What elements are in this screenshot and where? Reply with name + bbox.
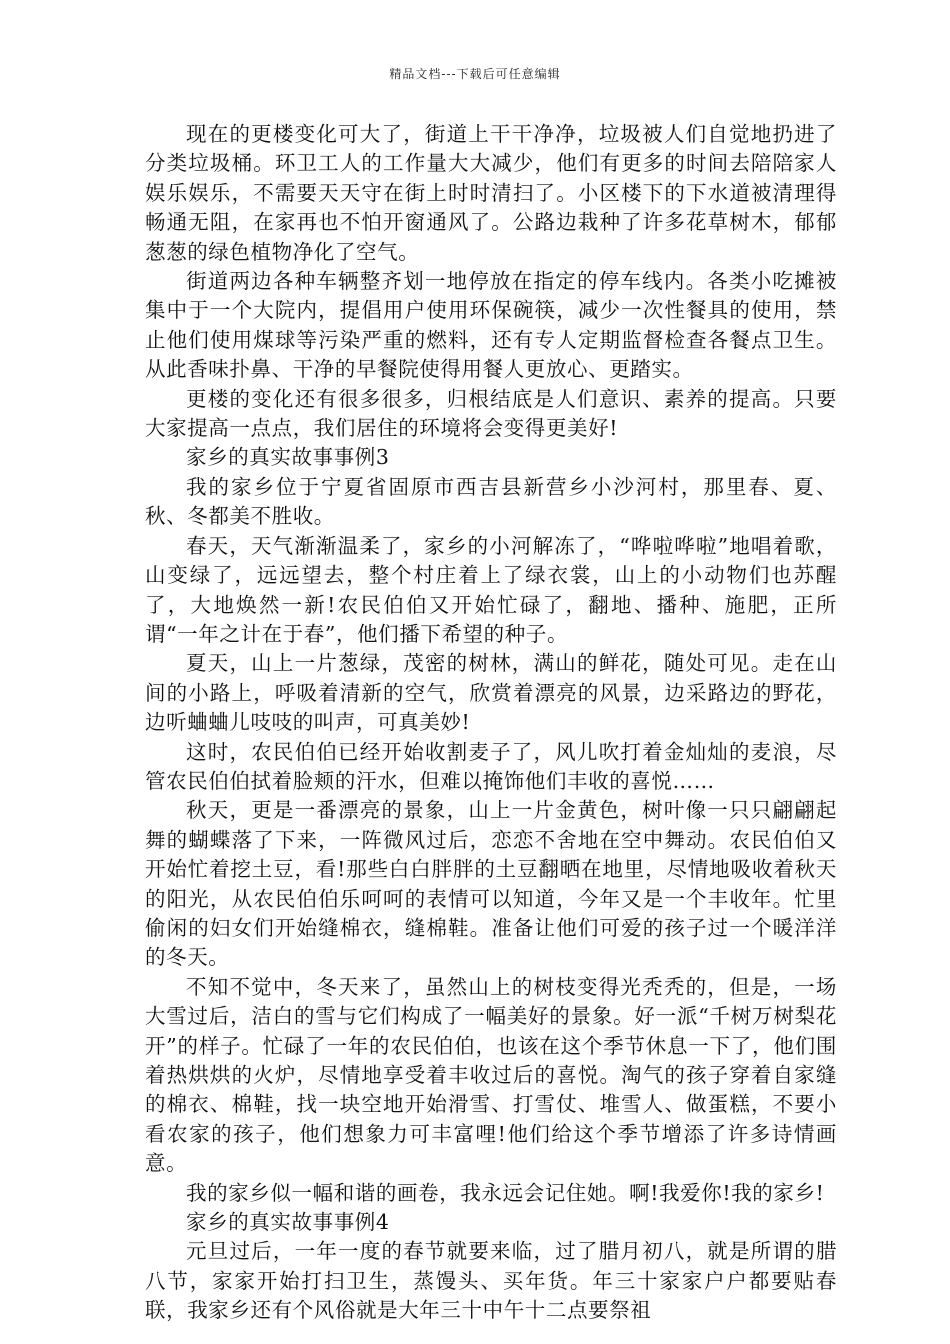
paragraph: 街道两边各种车辆整齐划一地停放在指定的停车线内。各类小吃摊被集中于一个大院内，提倡用户使用环保碗筷，减少一次性餐具的使用，禁止他们使用煤球等污染严重的燃料，还有专人定期监督检查各餐点卫生。从此香味扑鼻、干净的早餐院使得用餐人更放心、更踏实。 — [145, 269, 837, 382]
paragraph: 秋天，更是一番漂亮的景象，山上一片金黄色，树叶像一只只翩翩起舞的蝴蝶落了下来，一阵微风过后，恋恋不舍地在空中舞动。农民伯伯又开始忙着挖土豆，看!那些白白胖胖的土豆翻晒在地里，尽情地吸收着秋天的阳光，从农民伯伯乐呵呵的表情可以知道，今年又是一个丰收年。忙里偷闲的妇女们开始缝棉衣，缝棉鞋。准备让他们可爱的孩子过一个暖洋洋的冬天。 — [145, 798, 837, 970]
paragraph: 夏天，山上一片葱绿，茂密的树林，满山的鲜花，随处可见。走在山间的小路上，呼吸着清新的空气，欣赏着漂亮的风景，边采路边的野花，边听蛐蛐儿吱吱的叫声，可真美妙! — [145, 651, 837, 735]
paragraph: 这时，农民伯伯已经开始收割麦子了，风儿吹打着金灿灿的麦浪，尽管农民伯伯拭着脸颊的汗水，但难以掩饰他们丰收的喜悦…… — [145, 739, 837, 793]
paragraph: 更楼的变化还有很多很多，归根结底是人们意识、素养的提高。只要大家提高一点点，我们居住的环境将会变得更美好! — [145, 386, 837, 441]
section-heading: 家乡的真实故事事例3 — [186, 445, 390, 470]
paragraph: 我的家乡似一幅和谐的画卷，我永远会记住她。啊!我爱你!我的家乡! — [186, 1180, 825, 1205]
page-header: 精品文档---下载后可任意编辑 — [389, 67, 561, 81]
paragraph: 不知不觉中，冬天来了，虽然山上的树枝变得光秃秃的，但是，一场大雪过后，洁白的雪与它们构成了一幅美好的景象。好一派“千树万树梨花开”的样子。忙碌了一年的农民伯伯，也该在这个季节休息一下了，他们围着热烘烘的火炉，尽情地享受着丰收过后的喜悦。淘气的孩子穿着自家缝的棉衣、棉鞋，找一块空地开始滑雪、打雪仗、堆雪人、做蛋糕，不要小看农家的孩子，他们想象力可丰富哩!他们给这个季节增添了许多诗情画意。 — [145, 974, 837, 1176]
paragraph: 现在的更楼变化可大了，街道上干干净净，垃圾被人们自觉地扔进了分类垃圾桶。环卫工人的工作量大大减少，他们有更多的时间去陪陪家人娱乐娱乐，不需要天天守在街上时时清扫了。小区楼下的下水道被清理得畅通无阻，在家再也不怕开窗通风了。公路边栽种了许多花草树木，郁郁葱葱的绿色植物净化了空气。 — [145, 122, 837, 264]
paragraph: 元旦过后，一年一度的春节就要来临，过了腊月初八，就是所谓的腊八节，家家开始打扫卫生，蒸馒头、买年货。年三十家家户户都要贴春联，我家乡还有个风俗就是大年三十中午十二点要祭祖 — [145, 1239, 837, 1323]
paragraph: 春天，天气渐渐温柔了，家乡的小河解冻了，“哗啦哗啦”地唱着歌，山变绿了，远远望去，整个村庄着上了绿衣裳，山上的小动物们也苏醒了，大地焕然一新!农民伯伯又开始忙碌了，翻地、播种、施肥，正所谓“一年之计在于春”，他们播下希望的种子。 — [145, 533, 837, 646]
section-heading: 家乡的真实故事事例4 — [186, 1210, 390, 1235]
document-body — [145, 120, 837, 1326]
paragraph: 我的家乡位于宁夏省固原市西吉县新营乡小沙河村，那里春、夏、秋、冬都美不胜收。 — [145, 474, 837, 529]
